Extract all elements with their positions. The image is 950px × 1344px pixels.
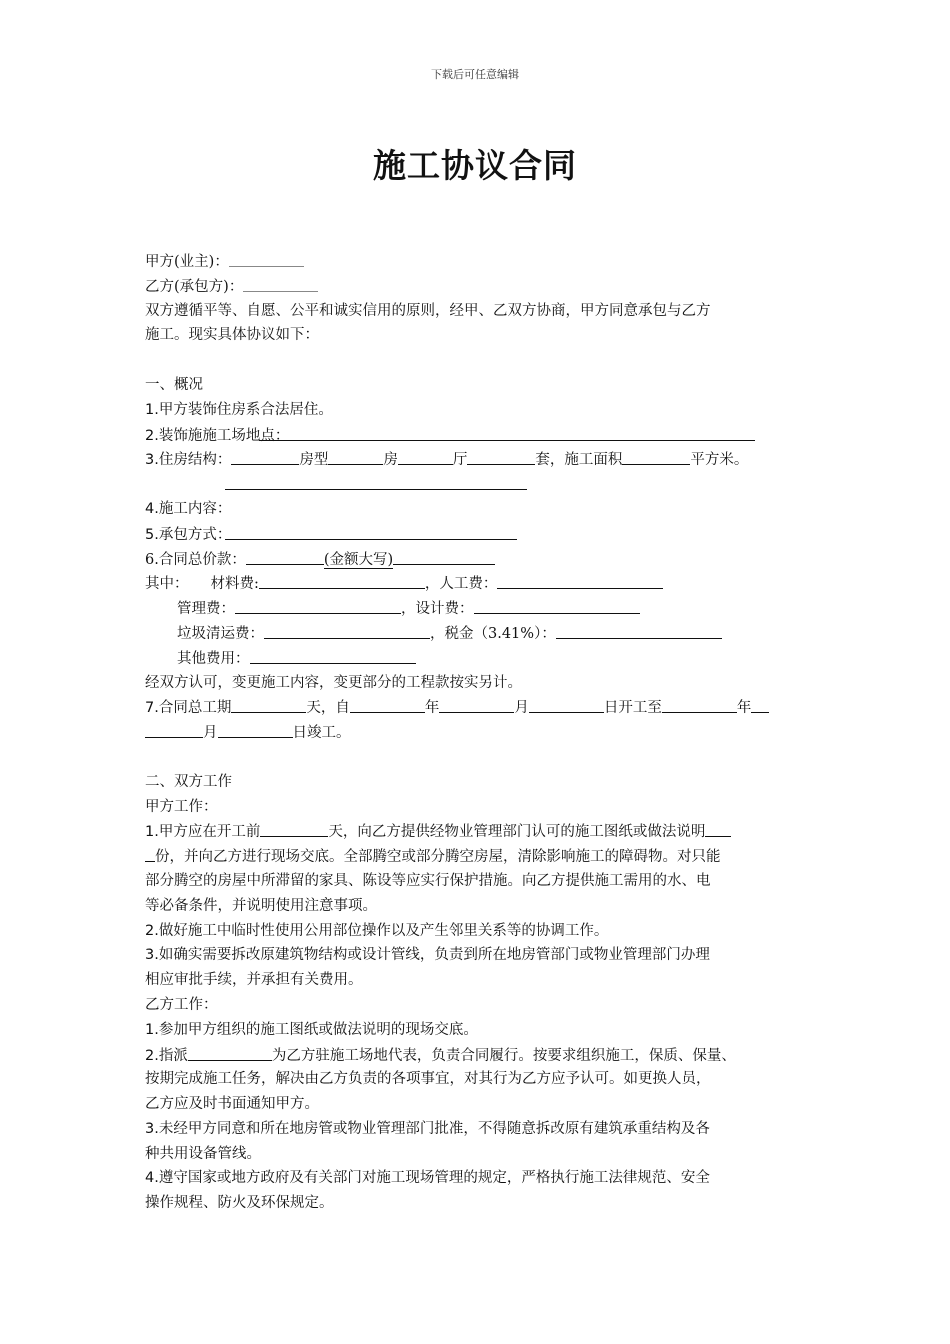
duration-days-blank[interactable] xyxy=(231,695,306,713)
item-1-5: 5.承包方式： xyxy=(145,522,825,547)
party-b-blank[interactable] xyxy=(243,274,318,292)
section-2-heading: 二、双方工作 xyxy=(145,773,232,790)
other-fee-blank[interactable] xyxy=(250,646,416,664)
a-duty-1-line-4: 等必备条件，并说明使用注意事项。 xyxy=(145,897,377,914)
structure-extra-blank[interactable] xyxy=(225,472,527,490)
contract-body xyxy=(145,249,825,1216)
area-blank[interactable] xyxy=(622,447,690,465)
a-duty-1-line-3: 部分腾空的房屋中所滞留的家具、陈设等应实行保护措施。向乙方提供施工需用的水、电 xyxy=(145,872,711,889)
bedroom-blank[interactable] xyxy=(328,447,383,465)
party-a-duties-heading: 甲方工作： xyxy=(145,798,218,815)
header-note: 下载后可任意编辑 xyxy=(431,68,519,81)
suite-blank[interactable] xyxy=(467,447,535,465)
item-1-4: 4.施工内容： xyxy=(145,500,232,517)
a-duty-2: 2.做好施工中临时性使用公用部位操作以及产生邻里关系等的协调工作。 xyxy=(145,922,609,939)
total-price-blank[interactable] xyxy=(246,547,324,565)
management-fee-blank[interactable] xyxy=(235,596,401,614)
days-before-start-blank[interactable] xyxy=(260,819,328,837)
rooms-blank[interactable] xyxy=(231,447,299,465)
b-duty-4-line-2: 操作规程、防火及环保规定。 xyxy=(145,1195,334,1212)
copies-blank-tail[interactable] xyxy=(145,844,155,862)
copies-blank[interactable] xyxy=(705,819,731,837)
hall-blank[interactable] xyxy=(398,447,453,465)
b-duty-2: 2.指派 为乙方驻施工场地代表，负责合同履行。按要求组织施工，保质、保量、 xyxy=(145,1043,825,1068)
site-representative-blank[interactable] xyxy=(188,1043,272,1061)
item-1-1: 1.甲方装饰住房系合法居住。 xyxy=(145,401,333,418)
intro-line-2: 施工。现实具体协议如下： xyxy=(145,327,319,344)
a-duty-1-line-2: 份，并向乙方进行现场交底。全部腾空或部分腾空房屋，清除影响施工的障碍物。对只能 xyxy=(145,844,825,869)
party-b-line: 乙方(承包方)： xyxy=(145,274,825,299)
cost-row-1: 其中： 材料费: ，人工费： xyxy=(145,571,825,596)
b-duty-4: 4.遵守国家或地方政府及有关部门对施工现场管理的规定，严格执行施工法律规范、安全 xyxy=(145,1170,710,1187)
a-duty-3: 3.如确实需要拆改原建筑物结构或设计管线，负责到所在地房管部门或物业管理部门办理 xyxy=(145,947,710,964)
b-duty-2-line-3: 乙方应及时书面通知甲方。 xyxy=(145,1096,319,1113)
design-fee-blank[interactable] xyxy=(474,596,640,614)
b-duty-2-line-2: 按期完成施工任务，解决由乙方负责的各项事宜，对其行为乙方应予认可。如更换人员， xyxy=(145,1071,711,1088)
party-a-blank[interactable] xyxy=(229,249,304,267)
material-fee-blank[interactable] xyxy=(259,571,425,589)
page-title: 施工协议合同 xyxy=(373,146,577,185)
item-1-3-continuation xyxy=(145,472,825,497)
amount-words-blank[interactable] xyxy=(393,547,495,565)
end-year-tail-blank[interactable] xyxy=(751,695,769,713)
cost-row-2: 管理费： ，设计费： xyxy=(145,596,825,621)
item-1-3: 3.住房结构： 房型 房 厅 套，施工面积 平方米。 xyxy=(145,447,825,472)
item-1-7-continuation: 月 日竣工。 xyxy=(145,720,825,745)
labor-fee-blank[interactable] xyxy=(497,571,663,589)
a-duty-1: 1.甲方应在开工前 天，向乙方提供经物业管理部门认可的施工图纸或做法说明 xyxy=(145,819,825,844)
cost-row-3: 垃圾清运费： ，税金（3.41%）： xyxy=(145,621,825,646)
change-note: 经双方认可，变更施工内容，变更部分的工程款按实另计。 xyxy=(145,674,522,691)
b-duty-3-line-2: 种共用设备管线。 xyxy=(145,1145,261,1162)
cost-row-4: 其他费用： xyxy=(145,646,825,671)
b-duty-3: 3.未经甲方同意和所在地房管或物业管理部门批准，不得随意拆改原有建筑承重结构及各 xyxy=(145,1120,710,1137)
start-day-blank[interactable] xyxy=(529,695,604,713)
end-day-blank[interactable] xyxy=(218,720,293,738)
intro-line-1: 双方遵循平等、自愿、公平和诚实信用的原则，经甲、乙双方协商，甲方同意承包与乙方 xyxy=(145,302,711,319)
a-duty-3-line-2: 相应审批手续，并承担有关费用。 xyxy=(145,972,363,989)
item-1-2: 2.装饰施施工场地点： xyxy=(145,423,825,448)
end-year-blank[interactable] xyxy=(662,695,737,713)
site-address-blank[interactable] xyxy=(259,423,755,441)
party-a-line: 甲方(业主)： xyxy=(145,249,825,274)
start-year-blank[interactable] xyxy=(350,695,425,713)
start-month-blank[interactable] xyxy=(439,695,514,713)
tax-blank[interactable] xyxy=(556,621,722,639)
b-duty-1: 1.参加甲方组织的施工图纸或做法说明的现场交底。 xyxy=(145,1021,478,1038)
item-1-7: 7.合同总工期 天，自 年 月 日开工至 年 xyxy=(145,695,825,720)
party-b-duties-heading: 乙方工作： xyxy=(145,996,218,1013)
item-1-6: 6.合同总价款： (金额大写) xyxy=(145,547,825,572)
end-month-blank[interactable] xyxy=(145,720,203,738)
contract-mode-blank[interactable] xyxy=(225,522,517,540)
garbage-fee-blank[interactable] xyxy=(264,621,430,639)
section-1-heading: 一、概况 xyxy=(145,376,203,393)
